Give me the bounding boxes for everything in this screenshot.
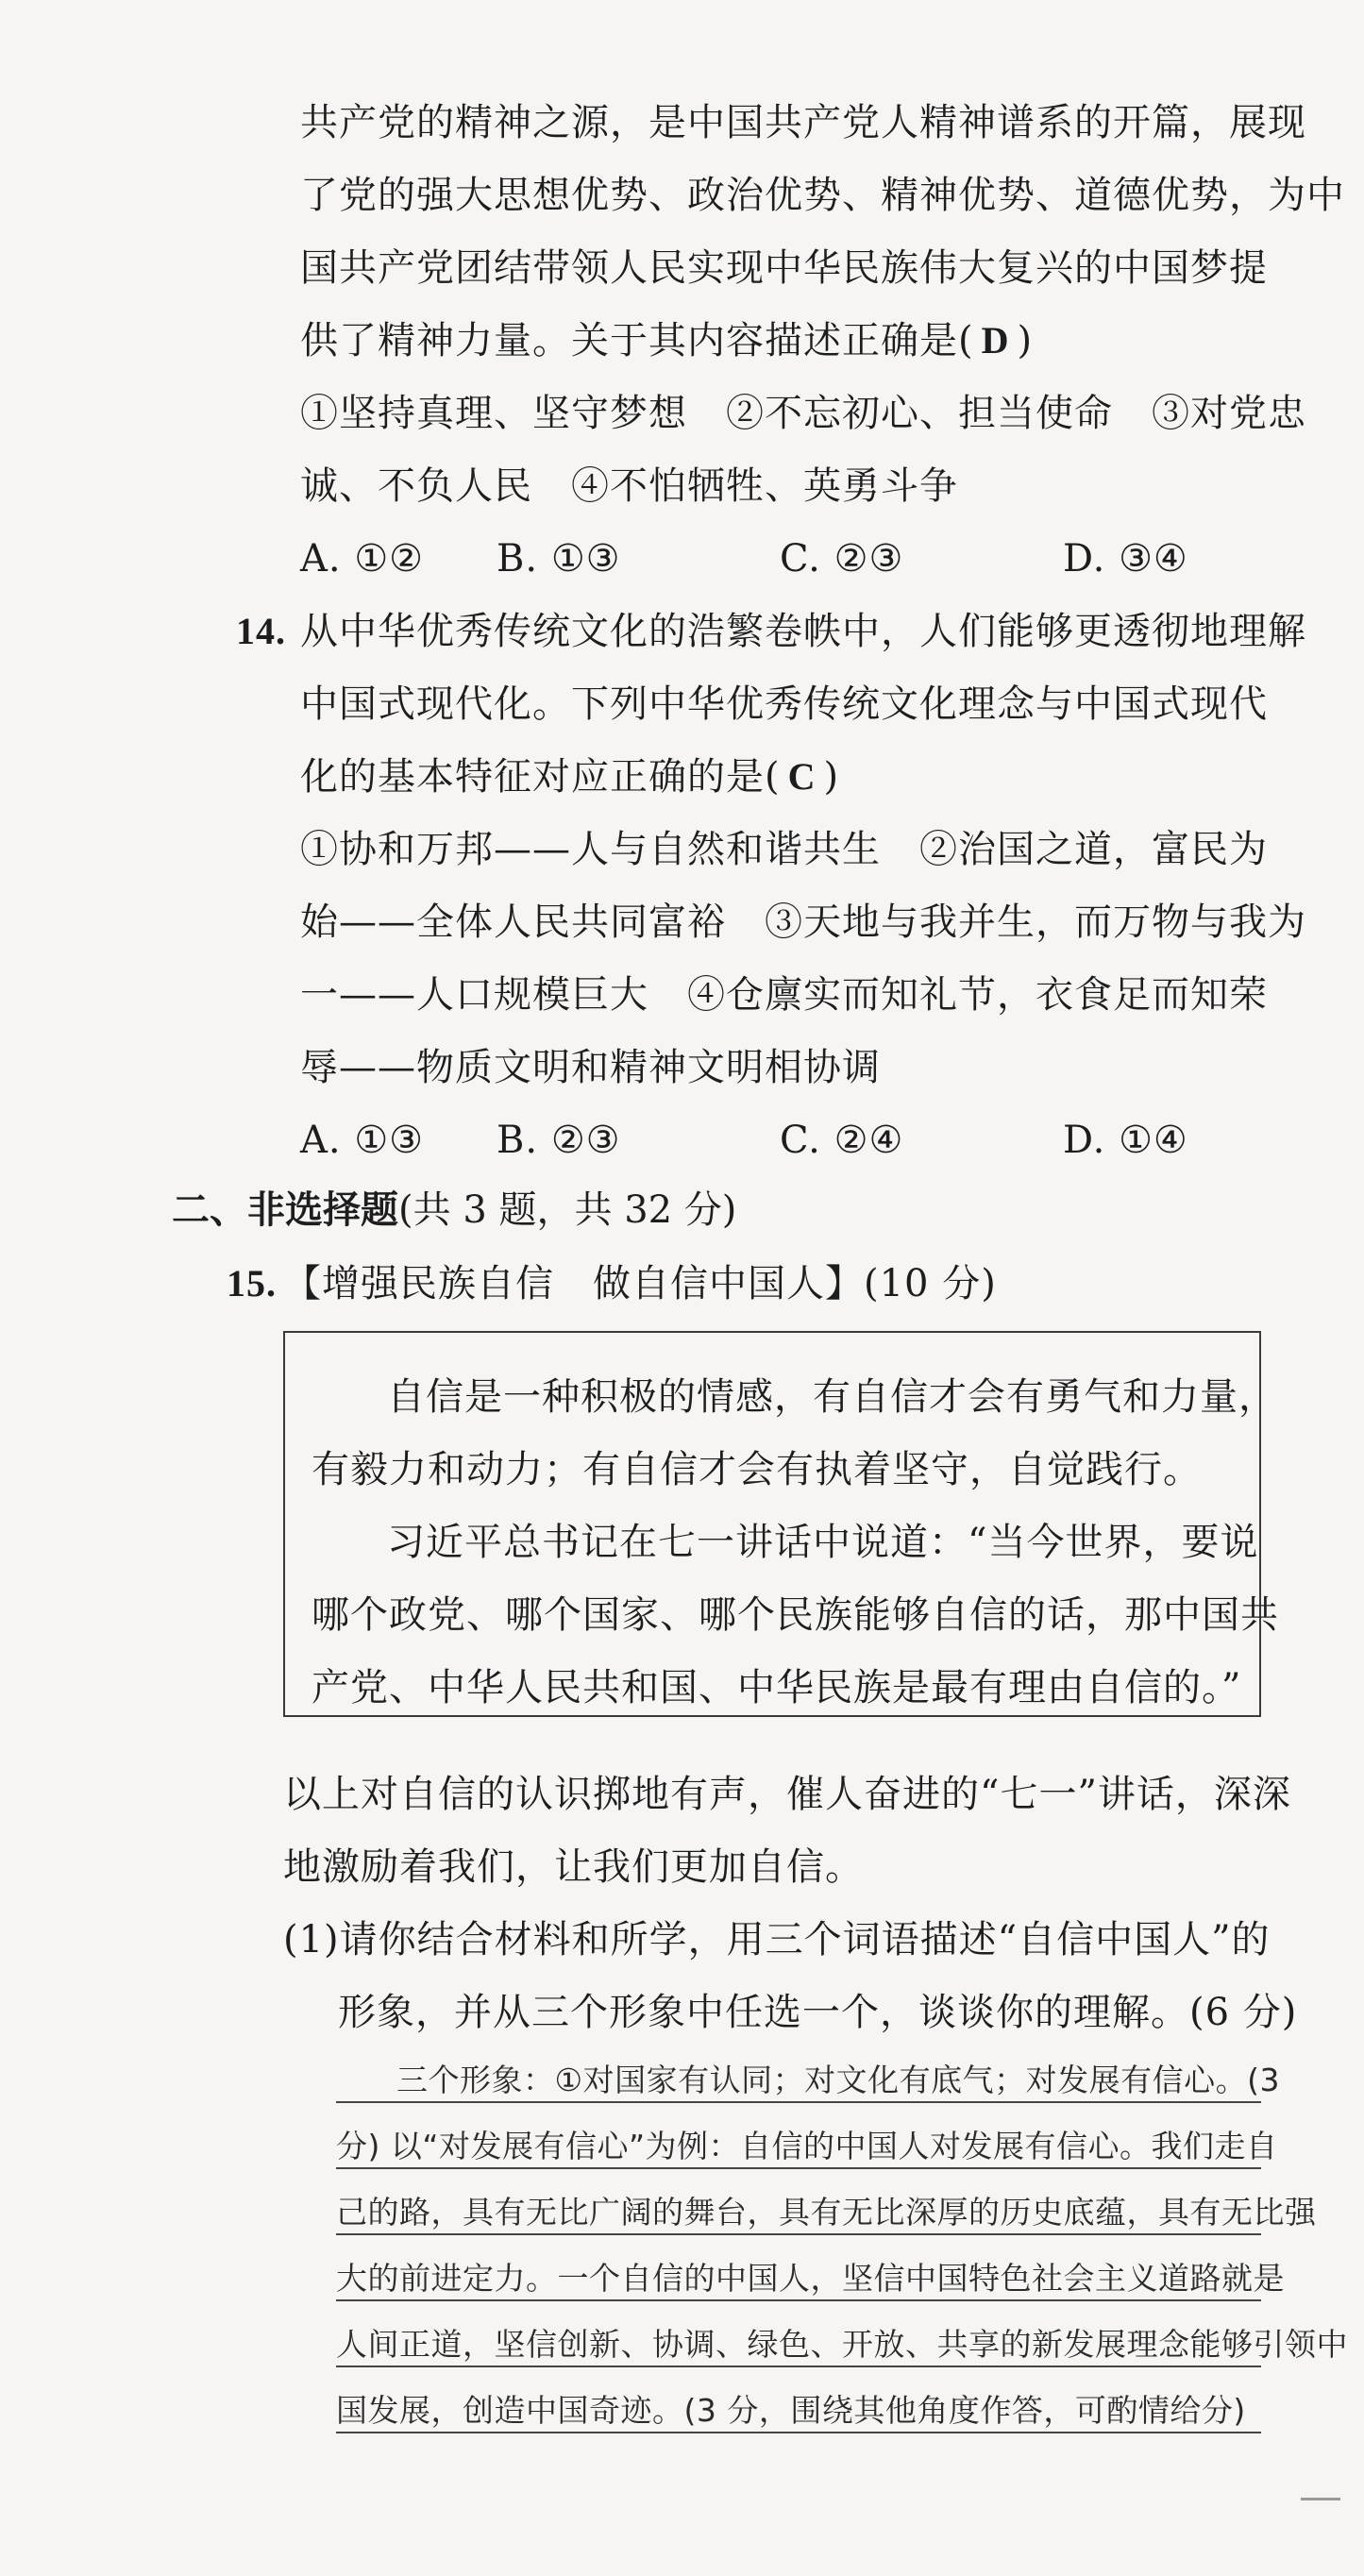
q13-items-line-2: 诚、不负人民 ④不怕牺牲、英勇斗争 — [300, 464, 958, 508]
answer-underline-5 — [336, 2366, 1261, 2367]
q14-stem-end: 化的基本特征对应正确的是( — [300, 755, 781, 799]
answer-underline-1 — [336, 2101, 1261, 2103]
q15-title: 【增强民族自信 做自信中国人】(10 分) — [283, 1262, 997, 1305]
q13-option-c: C. ②③ — [780, 537, 904, 581]
q13-stem-line-4 — [300, 318, 1033, 363]
q13-option-a: A. ①② — [300, 537, 425, 581]
q14-item-line-3: 一——人口规模巨大 ④仓廪实而知礼节，衣食足而知荣 — [300, 973, 1268, 1017]
q13-answer: D — [981, 319, 1010, 362]
q13-option-b: B. ①③ — [497, 537, 621, 581]
section-2-heading — [172, 1187, 736, 1233]
q15-material-line-2: 有毅力和动力；有自信才会有执着坚守，自觉践行。 — [312, 1448, 1202, 1491]
q14-stem-line-1: 从中华优秀传统文化的浩繁卷帙中，人们能够更透彻地理解 — [300, 610, 1306, 653]
q15-sub1-line-2: 形象，并从三个形象中任选一个，谈谈你的理解。(6 分) — [338, 1991, 1298, 2034]
answer-underline-2 — [336, 2167, 1261, 2169]
page-corner-mark — [1301, 2498, 1340, 2500]
q15-sub1-line-1: (1)请你结合材料和所学，用三个词语描述“自信中国人”的 — [283, 1918, 1271, 1961]
answer-underline-4 — [336, 2299, 1261, 2301]
q14-item-line-4: 辱——物质文明和精神文明相协调 — [300, 1046, 881, 1089]
q14-stem-line-3 — [300, 754, 839, 800]
q14-option-a: A. ①③ — [300, 1119, 425, 1162]
q14-option-d: D. ①④ — [1063, 1119, 1188, 1162]
q13-stem-line-1: 共产党的精神之源，是中国共产党人精神谱系的开篇，展现 — [300, 101, 1306, 144]
q13-stem-line-2: 了党的强大思想优势、政治优势、精神优势、道德优势，为中 — [300, 174, 1345, 217]
q13-option-d: D. ③④ — [1063, 537, 1188, 581]
answer-underline-6 — [336, 2432, 1261, 2433]
q15-material-line-3: 习近平总书记在七一讲话中说道：“当今世界，要说 — [387, 1521, 1259, 1564]
q15-answer-line-4: 大的前进定力。一个自信的中国人，坚信中国特色社会主义道路就是 — [336, 2260, 1285, 2297]
q15-answer-line-6: 国发展，创造中国奇迹。(3 分，围绕其他角度作答，可酌情给分) — [336, 2392, 1246, 2429]
q14-item-line-1: ①协和万邦——人与自然和谐共生 ②治国之道，富民为 — [300, 828, 1268, 871]
q13-stem-end: 供了精神力量。关于其内容描述正确是( — [300, 319, 974, 362]
q14-close-paren: ) — [823, 755, 840, 799]
q14-stem-line-2: 中国式现代化。下列中华优秀传统文化理念与中国式现代 — [300, 682, 1268, 726]
q15-answer-line-5: 人间正道，坚信创新、协调、绿色、开放、共享的新发展理念能够引领中 — [336, 2326, 1348, 2363]
q14-item-line-2: 始——全体人民共同富裕 ③天地与我并生，而万物与我为 — [300, 901, 1306, 944]
q14-option-b: B. ②③ — [497, 1119, 621, 1162]
q15-number: 15. — [227, 1262, 277, 1305]
section-2-note: (共 3 题，共 32 分) — [398, 1188, 737, 1232]
q13-close-paren: ) — [1017, 319, 1034, 362]
q15-answer-line-3: 己的路，具有无比广阔的舞台，具有无比深厚的历史底蕴，具有无比强 — [336, 2194, 1317, 2231]
q15-answer-line-1: 三个形象：①对国家有认同；对文化有底气；对发展有信心。(3 — [396, 2062, 1280, 2098]
section-2-title: 二、非选择题 — [172, 1187, 398, 1232]
q15-after-line-2: 地激励着我们，让我们更加自信。 — [283, 1845, 864, 1889]
q15-material-line-4: 哪个政党、哪个国家、哪个民族能够自信的话，那中国共 — [312, 1593, 1279, 1637]
q14-answer: C — [787, 755, 817, 798]
q14-number: 14. — [236, 610, 286, 652]
q13-items-line-1: ①坚持真理、坚守梦想 ②不忘初心、担当使命 ③对党忠 — [300, 392, 1306, 435]
q15-after-line-1: 以上对自信的认识掷地有声，催人奋进的“七一”讲话，深深 — [283, 1773, 1291, 1816]
q14-option-c: C. ②④ — [780, 1119, 904, 1162]
q15-material-line-5: 产党、中华人民共和国、中华民族是最有理由自信的。” — [312, 1666, 1242, 1709]
q15-answer-line-2: 分) 以“对发展有信心”为例：自信的中国人对发展有信心。我们走自 — [336, 2128, 1278, 2164]
answer-underline-3 — [336, 2233, 1261, 2235]
q13-stem-line-3: 国共产党团结带领人民实现中华民族伟大复兴的中国梦提 — [300, 246, 1268, 290]
q15-material-line-1: 自信是一种积极的情感，有自信才会有勇气和力量， — [387, 1375, 1277, 1419]
